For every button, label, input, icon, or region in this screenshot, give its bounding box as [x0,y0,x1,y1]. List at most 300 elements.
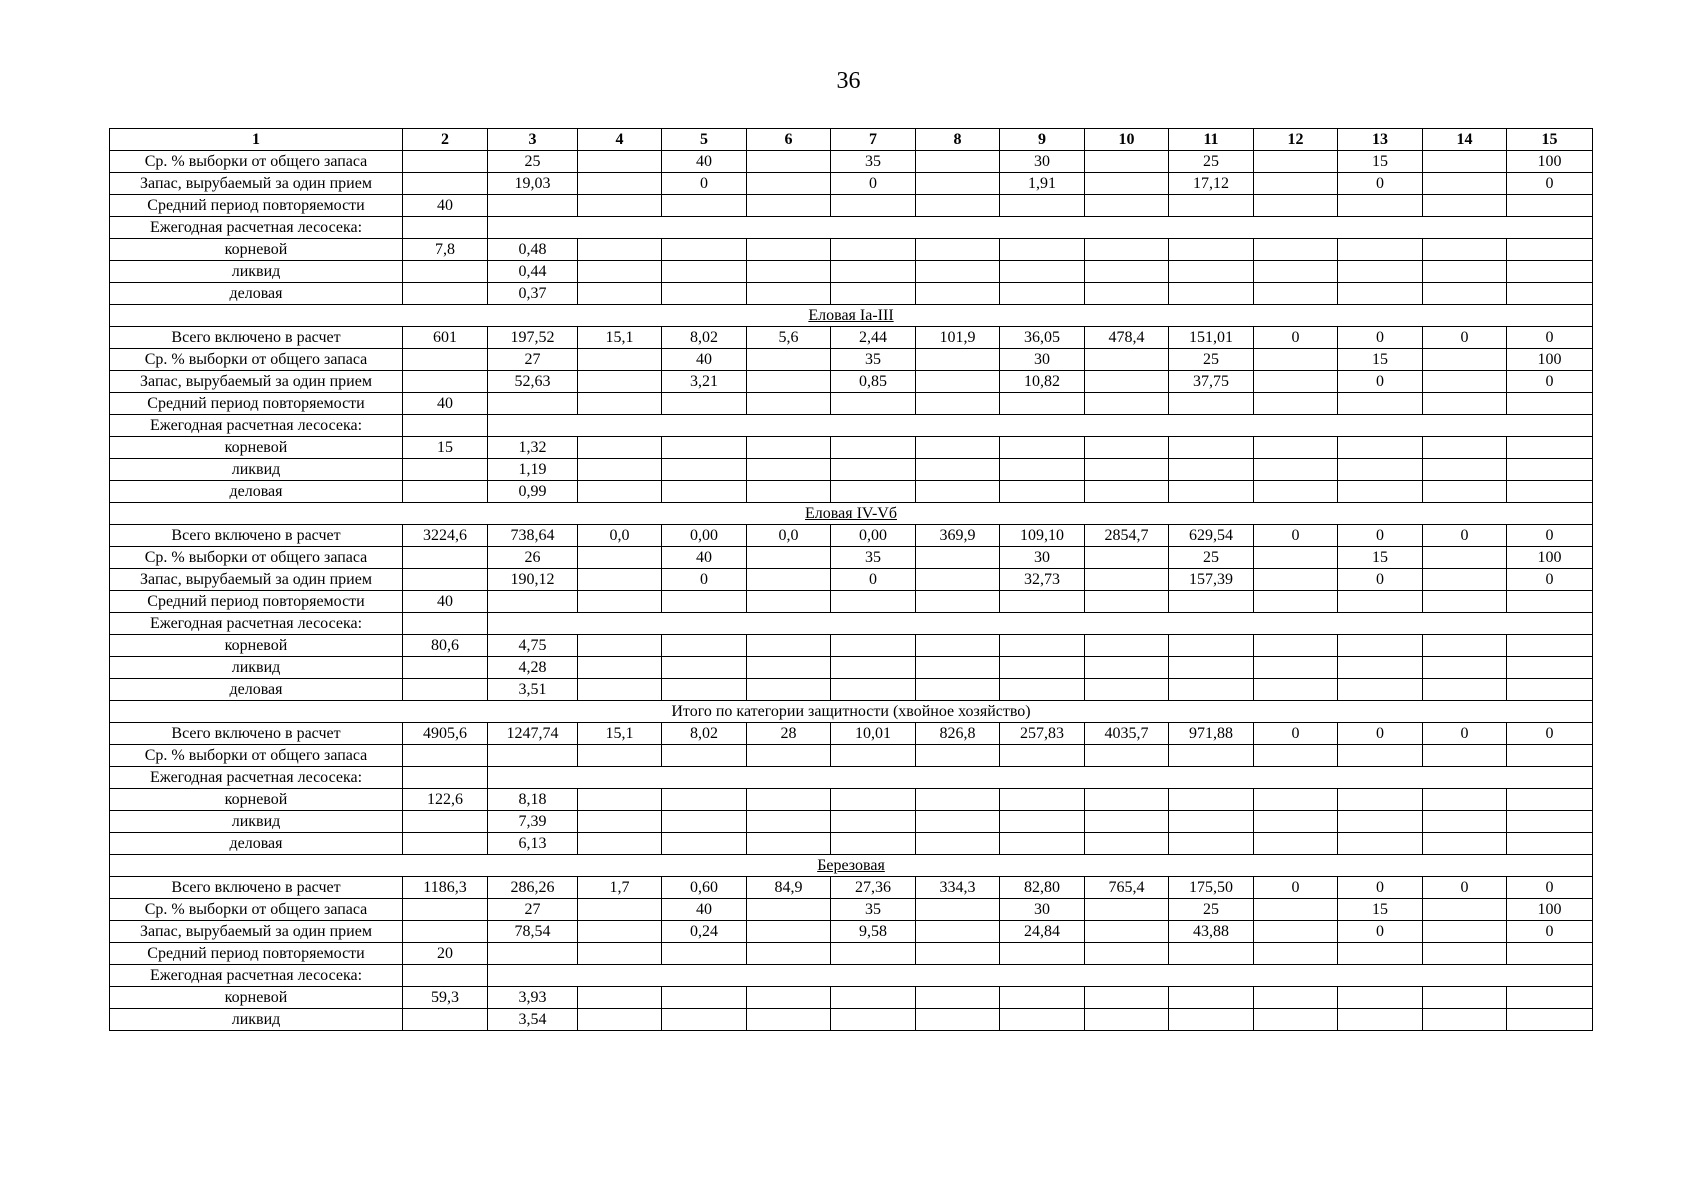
row-label-cell: Ср. % выборки от общего запаса [110,745,403,767]
table-cell [1169,789,1254,811]
column-number-cell: 2 [403,129,488,151]
table-cell [747,1009,831,1031]
table-cell [403,613,488,635]
table-cell: 20 [403,943,488,965]
table-cell [403,767,488,789]
table-cell: 0 [1423,525,1507,547]
table-row [110,217,1593,239]
table-cell [1338,591,1423,613]
table-cell [916,393,1000,415]
table-cell [1000,943,1085,965]
table-row [110,195,1593,217]
table-cell: 0 [1338,173,1423,195]
table-cell [1085,173,1169,195]
table-cell [1423,195,1507,217]
table-cell [747,833,831,855]
table-cell [1254,899,1338,921]
table-row [110,921,1593,943]
table-cell [916,921,1000,943]
table-cell [747,151,831,173]
table-cell [1423,745,1507,767]
table-cell [1085,393,1169,415]
table-cell: 6,13 [488,833,578,855]
section-title: Итого по категории защитности (хвойное хозяйство) [110,701,1593,723]
table-cell [578,371,662,393]
table-cell [1085,569,1169,591]
table-cell: 19,03 [488,173,578,195]
table-cell [578,635,662,657]
table-cell [1085,635,1169,657]
table-cell [1085,921,1169,943]
table-cell [1507,481,1593,503]
table-cell [1423,679,1507,701]
table-row [110,415,1593,437]
table-cell [1254,657,1338,679]
table-cell: 8,02 [662,723,747,745]
column-number-cell: 4 [578,129,662,151]
table-cell: 0 [1254,327,1338,349]
column-number-row [110,129,1593,151]
row-label-cell: корневой [110,635,403,657]
table-cell [1423,371,1507,393]
table-cell: 37,75 [1169,371,1254,393]
table-cell [403,679,488,701]
table-cell [831,591,916,613]
table-cell [1338,811,1423,833]
table-row [110,173,1593,195]
table-cell: 15 [403,437,488,459]
table-row [110,525,1593,547]
table-row [110,371,1593,393]
table-cell: 0 [1507,723,1593,745]
table-cell [1423,591,1507,613]
column-number-cell: 10 [1085,129,1169,151]
table-cell: 36,05 [1000,327,1085,349]
table-cell [1000,437,1085,459]
table-cell [578,789,662,811]
table-cell [1085,811,1169,833]
table-cell: 0 [1507,525,1593,547]
section-title: Березовая [110,855,1593,877]
table-cell: 0 [1507,877,1593,899]
table-cell: 0 [1338,569,1423,591]
table-cell: 25 [1169,151,1254,173]
table-cell [578,349,662,371]
table-row [110,657,1593,679]
table-cell [747,899,831,921]
table-cell [1507,195,1593,217]
table-cell [578,547,662,569]
column-number-cell: 7 [831,129,916,151]
row-label-cell: Всего включено в расчет [110,877,403,899]
table-cell: 7,8 [403,239,488,261]
table-cell: 25 [1169,899,1254,921]
table-cell: 10,82 [1000,371,1085,393]
table-cell [1423,987,1507,1009]
table-cell: 0 [662,569,747,591]
table-cell [578,1009,662,1031]
table-cell [831,943,916,965]
table-cell [1254,151,1338,173]
section-heading-row [110,503,1593,525]
table-cell [1507,239,1593,261]
table-cell: 30 [1000,349,1085,371]
row-label-cell: Средний период повторяемости [110,591,403,613]
table-cell [747,745,831,767]
table-cell [578,987,662,1009]
table-row [110,767,1593,789]
table-cell: 15 [1338,547,1423,569]
table-cell: 0,00 [662,525,747,547]
table-cell [916,899,1000,921]
table-cell [1507,283,1593,305]
table-row [110,547,1593,569]
row-label-cell: Ежегодная расчетная лесосека: [110,613,403,635]
table-cell [1423,283,1507,305]
table-cell [1000,745,1085,767]
table-cell [1000,393,1085,415]
table-cell [1085,437,1169,459]
table-cell [831,745,916,767]
table-cell [1085,459,1169,481]
table-cell [578,943,662,965]
table-cell: 826,8 [916,723,1000,745]
table-cell [916,239,1000,261]
row-label-cell: Запас, вырубаемый за один прием [110,371,403,393]
table-cell: 40 [662,547,747,569]
table-cell: 30 [1000,547,1085,569]
table-cell [1507,987,1593,1009]
table-row [110,327,1593,349]
table-cell [916,657,1000,679]
table-cell: 100 [1507,349,1593,371]
table-cell [1085,679,1169,701]
table-row [110,811,1593,833]
table-cell: 3,54 [488,1009,578,1031]
table-cell: 0,44 [488,261,578,283]
table-cell [1085,481,1169,503]
table-cell: 10,01 [831,723,916,745]
table-row [110,349,1593,371]
table-cell [1000,459,1085,481]
table-cell: 5,6 [747,327,831,349]
table-cell: 28 [747,723,831,745]
table-cell [747,371,831,393]
table-cell [578,173,662,195]
table-cell [831,239,916,261]
table-cell: 35 [831,899,916,921]
table-cell [1085,899,1169,921]
table-cell [578,921,662,943]
table-cell [1423,349,1507,371]
table-cell [1338,1009,1423,1031]
table-cell: 0,0 [578,525,662,547]
column-number-cell: 12 [1254,129,1338,151]
column-number-cell: 3 [488,129,578,151]
table-cell [1423,239,1507,261]
table-cell [403,921,488,943]
table-cell [488,613,1593,635]
table-cell [1254,811,1338,833]
table-row [110,943,1593,965]
table-cell [831,679,916,701]
table-cell: 1,19 [488,459,578,481]
table-cell [488,767,1593,789]
row-label-cell: Запас, вырубаемый за один прием [110,173,403,195]
table-cell: 78,54 [488,921,578,943]
table-cell [1507,833,1593,855]
table-cell [747,547,831,569]
table-cell [1000,195,1085,217]
table-cell [1254,745,1338,767]
table-cell [578,393,662,415]
table-cell [1254,261,1338,283]
table-body [110,129,1593,1031]
table-cell [747,591,831,613]
table-cell [1169,437,1254,459]
table-cell: 0 [1423,723,1507,745]
table-cell [403,371,488,393]
table-cell [578,283,662,305]
table-cell [1338,943,1423,965]
table-cell [747,657,831,679]
table-cell: 80,6 [403,635,488,657]
table-cell: 25 [1169,547,1254,569]
table-cell: 26 [488,547,578,569]
table-cell [403,745,488,767]
page-number: 36 [836,68,861,94]
table-cell: 1,7 [578,877,662,899]
row-label-cell: Всего включено в расчет [110,525,403,547]
table-cell [1338,393,1423,415]
table-cell [916,591,1000,613]
table-cell: 101,9 [916,327,1000,349]
table-cell: 0 [1338,327,1423,349]
table-cell [403,349,488,371]
table-cell [1254,789,1338,811]
table-cell: 601 [403,327,488,349]
table-cell [1507,437,1593,459]
table-cell [578,481,662,503]
table-cell [662,635,747,657]
table-cell [916,811,1000,833]
table-cell: 0 [1254,723,1338,745]
table-cell [662,239,747,261]
table-cell [578,591,662,613]
table-cell: 40 [662,899,747,921]
table-row [110,459,1593,481]
table-cell [916,151,1000,173]
table-cell [578,745,662,767]
table-cell: 15,1 [578,723,662,745]
table-cell [1169,283,1254,305]
table-cell [662,745,747,767]
table-cell: 0 [1507,371,1593,393]
table-cell [1000,239,1085,261]
table-cell: 0 [1338,877,1423,899]
table-cell [1254,943,1338,965]
table-cell [1507,591,1593,613]
table-cell [1254,547,1338,569]
table-cell: 971,88 [1169,723,1254,745]
row-label-cell: Запас, вырубаемый за один прием [110,921,403,943]
table-cell: 2854,7 [1085,525,1169,547]
table-cell [488,591,578,613]
table-cell: 0 [831,569,916,591]
table-cell [403,833,488,855]
table-cell: 286,26 [488,877,578,899]
row-label-cell: ликвид [110,811,403,833]
table-cell: 100 [1507,547,1593,569]
table-cell [1000,1009,1085,1031]
table-cell [1254,393,1338,415]
row-label-cell: Ежегодная расчетная лесосека: [110,217,403,239]
table-cell [747,987,831,1009]
table-cell [1169,943,1254,965]
table-cell [1169,261,1254,283]
table-cell [403,415,488,437]
table-cell [747,943,831,965]
table-cell [1169,1009,1254,1031]
table-row [110,261,1593,283]
table-cell [1423,569,1507,591]
table-cell [916,459,1000,481]
row-label-cell: Ср. % выборки от общего запаса [110,349,403,371]
table-cell [403,481,488,503]
row-label-cell: Ежегодная расчетная лесосека: [110,767,403,789]
table-cell: 0,24 [662,921,747,943]
table-cell [916,547,1000,569]
table-cell: 9,58 [831,921,916,943]
table-cell [1000,833,1085,855]
table-cell [1423,635,1507,657]
table-cell [662,393,747,415]
table-cell [747,239,831,261]
table-cell [1254,371,1338,393]
row-label-cell: ликвид [110,657,403,679]
table-cell [578,679,662,701]
table-cell [831,283,916,305]
table-cell [1254,591,1338,613]
table-cell [1085,591,1169,613]
table-cell [831,459,916,481]
table-cell: 8,02 [662,327,747,349]
table-cell [1085,371,1169,393]
table-cell [1254,239,1338,261]
table-cell [662,261,747,283]
table-cell [662,833,747,855]
table-cell [747,283,831,305]
table-row [110,635,1593,657]
table-cell: 0 [831,173,916,195]
table-cell: 0,99 [488,481,578,503]
table-cell: 27,36 [831,877,916,899]
table-cell [1338,195,1423,217]
table-cell [1338,679,1423,701]
table-cell [1254,481,1338,503]
table-cell [1423,547,1507,569]
table-cell [662,283,747,305]
table-cell [1423,1009,1507,1031]
table-cell [831,811,916,833]
table-cell: 151,01 [1169,327,1254,349]
table-cell: 0,85 [831,371,916,393]
row-label-cell: Ср. % выборки от общего запаса [110,899,403,921]
table-cell: 30 [1000,899,1085,921]
table-cell: 0 [1507,173,1593,195]
table-cell [1000,635,1085,657]
table-cell [1338,283,1423,305]
table-row [110,613,1593,635]
table-cell [916,349,1000,371]
table-cell: 257,83 [1000,723,1085,745]
table-cell [747,789,831,811]
table-row [110,437,1593,459]
table-cell [1085,833,1169,855]
table-cell [1000,811,1085,833]
column-number-cell: 11 [1169,129,1254,151]
table-cell [1338,657,1423,679]
table-cell [916,833,1000,855]
table-cell [1507,261,1593,283]
table-cell [831,393,916,415]
table-cell [916,1009,1000,1031]
table-cell [403,657,488,679]
table-cell [1423,811,1507,833]
table-cell [1338,987,1423,1009]
table-cell: 59,3 [403,987,488,1009]
table-cell [1085,349,1169,371]
table-cell [1423,261,1507,283]
row-label-cell: Ежегодная расчетная лесосека: [110,965,403,987]
table-cell [1423,459,1507,481]
table-row [110,481,1593,503]
table-cell: 15 [1338,899,1423,921]
table-cell [1085,745,1169,767]
table-cell: 197,52 [488,327,578,349]
table-cell: 7,39 [488,811,578,833]
table-cell [747,393,831,415]
column-number-cell: 14 [1423,129,1507,151]
table-cell [1085,943,1169,965]
table-cell [916,173,1000,195]
table-cell [1338,459,1423,481]
table-cell: 1,91 [1000,173,1085,195]
table-row [110,591,1593,613]
table-cell [488,415,1593,437]
table-cell [662,657,747,679]
table-cell [1254,437,1338,459]
table-cell [831,1009,916,1031]
table-cell [1169,195,1254,217]
table-cell [1507,1009,1593,1031]
row-label-cell: корневой [110,437,403,459]
table-cell: 0,60 [662,877,747,899]
table-cell [831,987,916,1009]
table-cell [403,459,488,481]
table-cell [403,217,488,239]
table-cell [916,635,1000,657]
table-cell [1254,679,1338,701]
table-cell [403,965,488,987]
forest-data-table [109,128,1593,1031]
table-cell [916,283,1000,305]
table-cell [578,195,662,217]
table-cell [1000,987,1085,1009]
table-cell: 24,84 [1000,921,1085,943]
column-number-cell: 15 [1507,129,1593,151]
table-cell: 40 [403,195,488,217]
